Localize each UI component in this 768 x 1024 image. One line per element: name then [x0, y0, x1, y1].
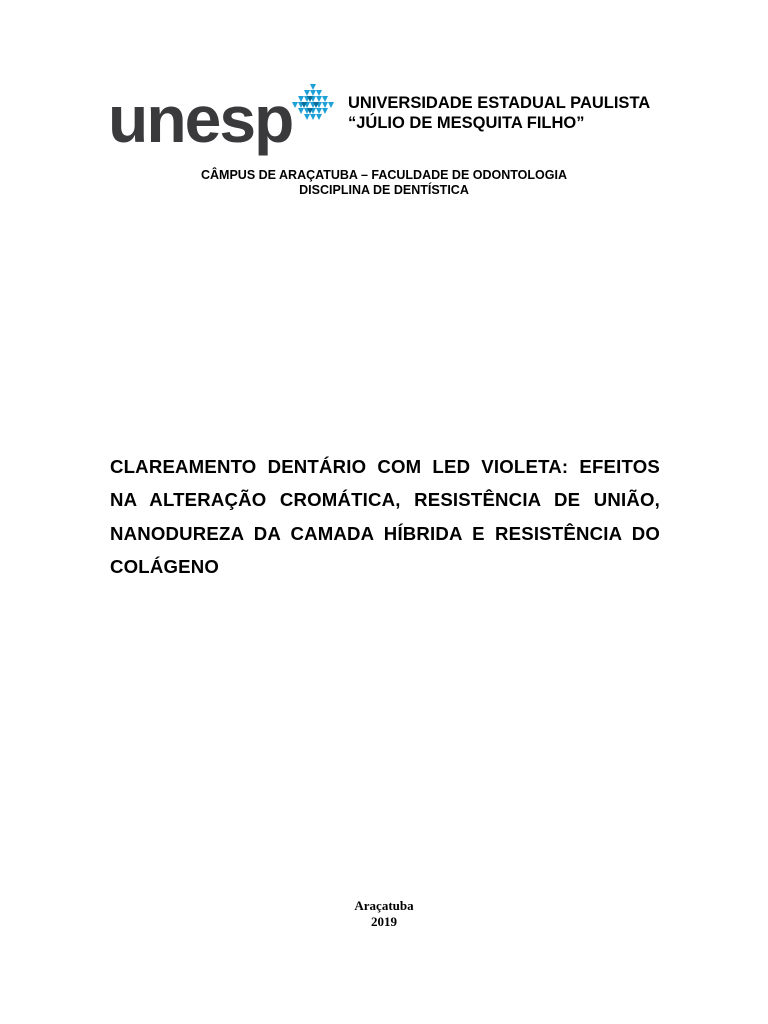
footer-year: 2019	[371, 914, 397, 929]
discipline-line: DISCIPLINA DE DENTÍSTICA	[299, 183, 469, 197]
logo-wordmark: unesp	[108, 82, 293, 156]
university-name	[348, 93, 650, 133]
university-logo	[108, 82, 668, 156]
campus-heading	[0, 168, 768, 198]
university-name-line1: UNIVERSIDADE ESTADUAL PAULISTA	[348, 94, 651, 112]
footer-city: Araçatuba	[354, 898, 414, 913]
triangle-grid-logo-icon	[286, 84, 334, 124]
university-name-line2: “JÚLIO DE MESQUITA FILHO”	[348, 114, 585, 132]
document-title: CLAREAMENTO DENTÁRIO COM LED VIOLETA: EFEITOS NA ALTERAÇÃO CROMÁTICA, RESISTÊNCIA DE UNIÃO, NANODUREZA DA CAMADA HÍBRIDA E RESISTÊNCIA DO COLÁGENO	[110, 456, 660, 578]
footer	[0, 898, 768, 930]
campus-line: CÂMPUS DE ARAÇATUBA – FACULDADE DE ODONTOLOGIA	[201, 168, 567, 182]
